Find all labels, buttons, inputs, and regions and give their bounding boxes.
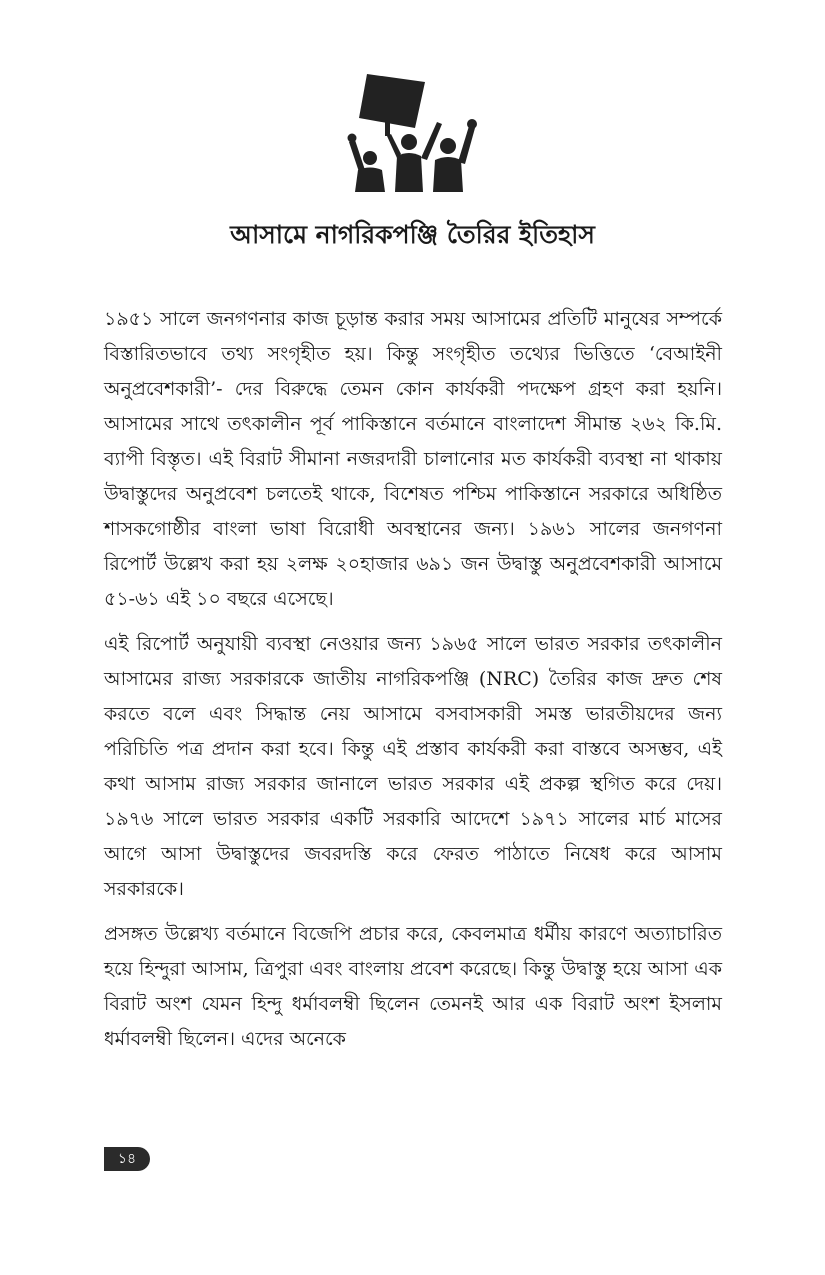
- page-title: আসামে নাগরিকপঞ্জি তৈরির ইতিহাস: [230, 220, 595, 249]
- person-center-arm-right: [421, 122, 442, 160]
- person-left-arm: [349, 140, 365, 172]
- paragraph-3: প্রসঙ্গত উল্লেখ্য বর্তমানে বিজেপি প্রচার করে, কেবলমাত্র ধর্মীয় কারণে অত্যাচারিত হয়ে হিন্দুরা আসাম, ত্রিপুরা এবং বাংলায় প্রবেশ করেছে। কিন্তু উদ্বাস্তু হয়ে আসা এক বিরাট অংশ যেমন হিন্দু ধর্মাবলম্বী ছিলেন তেমনই আর এক বিরাট অংশ ইসলাম ধর্মাবলম্বী ছিলেন। এদের অনেকে: [104, 923, 722, 1050]
- body-text: [104, 302, 722, 1067]
- person-center-body: [395, 153, 423, 192]
- person-right-arm: [458, 126, 475, 164]
- protest-icon: [345, 70, 480, 192]
- person-left-fist: [348, 134, 357, 143]
- person-right-body: [433, 157, 463, 192]
- person-right-head: [440, 138, 456, 154]
- person-left-head: [363, 151, 377, 165]
- paragraph-1: ১৯৫১ সালে জনগণনার কাজ চূড়ান্ত করার সময় আসামের প্রতিটি মানুষের সম্পর্কে বিস্তারিতভাবে তথ্য সংগৃহীত হয়। কিন্তু সংগৃহীত তথ্যের ভিত্তিতে ‘বেআইনী অনুপ্রবেশকারী’- দের বিরুদ্ধে তেমন কোন কার্যকরী পদক্ষেপ গ্রহণ করা হয়নি। আসামের সাথে তৎকালীন পূর্ব পাকিস্তানে বর্তমানে বাংলাদেশ সীমান্ত ২৬২ কি.মি. ব্যাপী বিস্তৃত। এই বিরাট সীমানা নজরদারী চালানোর মত কার্যকরী ব্যবস্থা না থাকায় উদ্বাস্তুদের অনুপ্রবেশ চলতেই থাকে, বিশেষত পশ্চিম পাকিস্তানে সরকারে অধিষ্ঠিত শাসকগোষ্ঠীর বাংলা ভাষা বিরোধী অবস্থানের জন্য। ১৯৬১ সালের জনগণনা রিপোর্ট উল্লেখ করা হয় ২লক্ষ ২০হাজার ৬৯১ জন উদ্বাস্তু অনুপ্রবেশকারী আসামে ৫১-৬১ এই ১০ বছরে এসেছে।: [104, 308, 722, 610]
- person-center-head: [401, 134, 417, 150]
- person-right-fist: [467, 119, 477, 129]
- placard-pole: [385, 118, 390, 136]
- page-number-badge: ১৪: [104, 1147, 150, 1171]
- person-center-arm-left: [387, 134, 401, 158]
- paragraph-2: এই রিপোর্ট অনুযায়ী ব্যবস্থা নেওয়ার জন্য ১৯৬৫ সালে ভারত সরকার তৎকালীন আসামের রাজ্য সরকারকে জাতীয় নাগরিকপঞ্জি (NRC) তৈরির কাজ দ্রুত শেষ করতে বলে এবং সিদ্ধান্ত নেয় আসামে বসবাসকারী সমস্ত ভারতীয়দের জন্য পরিচিতি পত্র প্রদান করা হবে। কিন্তু এই প্রস্তাব কার্যকরী করা বাস্তবে অসম্ভব, এই কথা আসাম রাজ্য সরকার জানালে ভারত সরকার এই প্রকল্প স্থগিত করে দেয়। ১৯৭৬ সালে ভারত সরকার একটি সরকারি আদেশে ১৯৭১ সালের মার্চ মাসের আগে আসা উদ্বাস্তুদের জবরদস্তি করে ফেরত পাঠাতে নিষেধ করে আসাম সরকারকে।: [104, 633, 722, 900]
- placard-board: [359, 74, 425, 128]
